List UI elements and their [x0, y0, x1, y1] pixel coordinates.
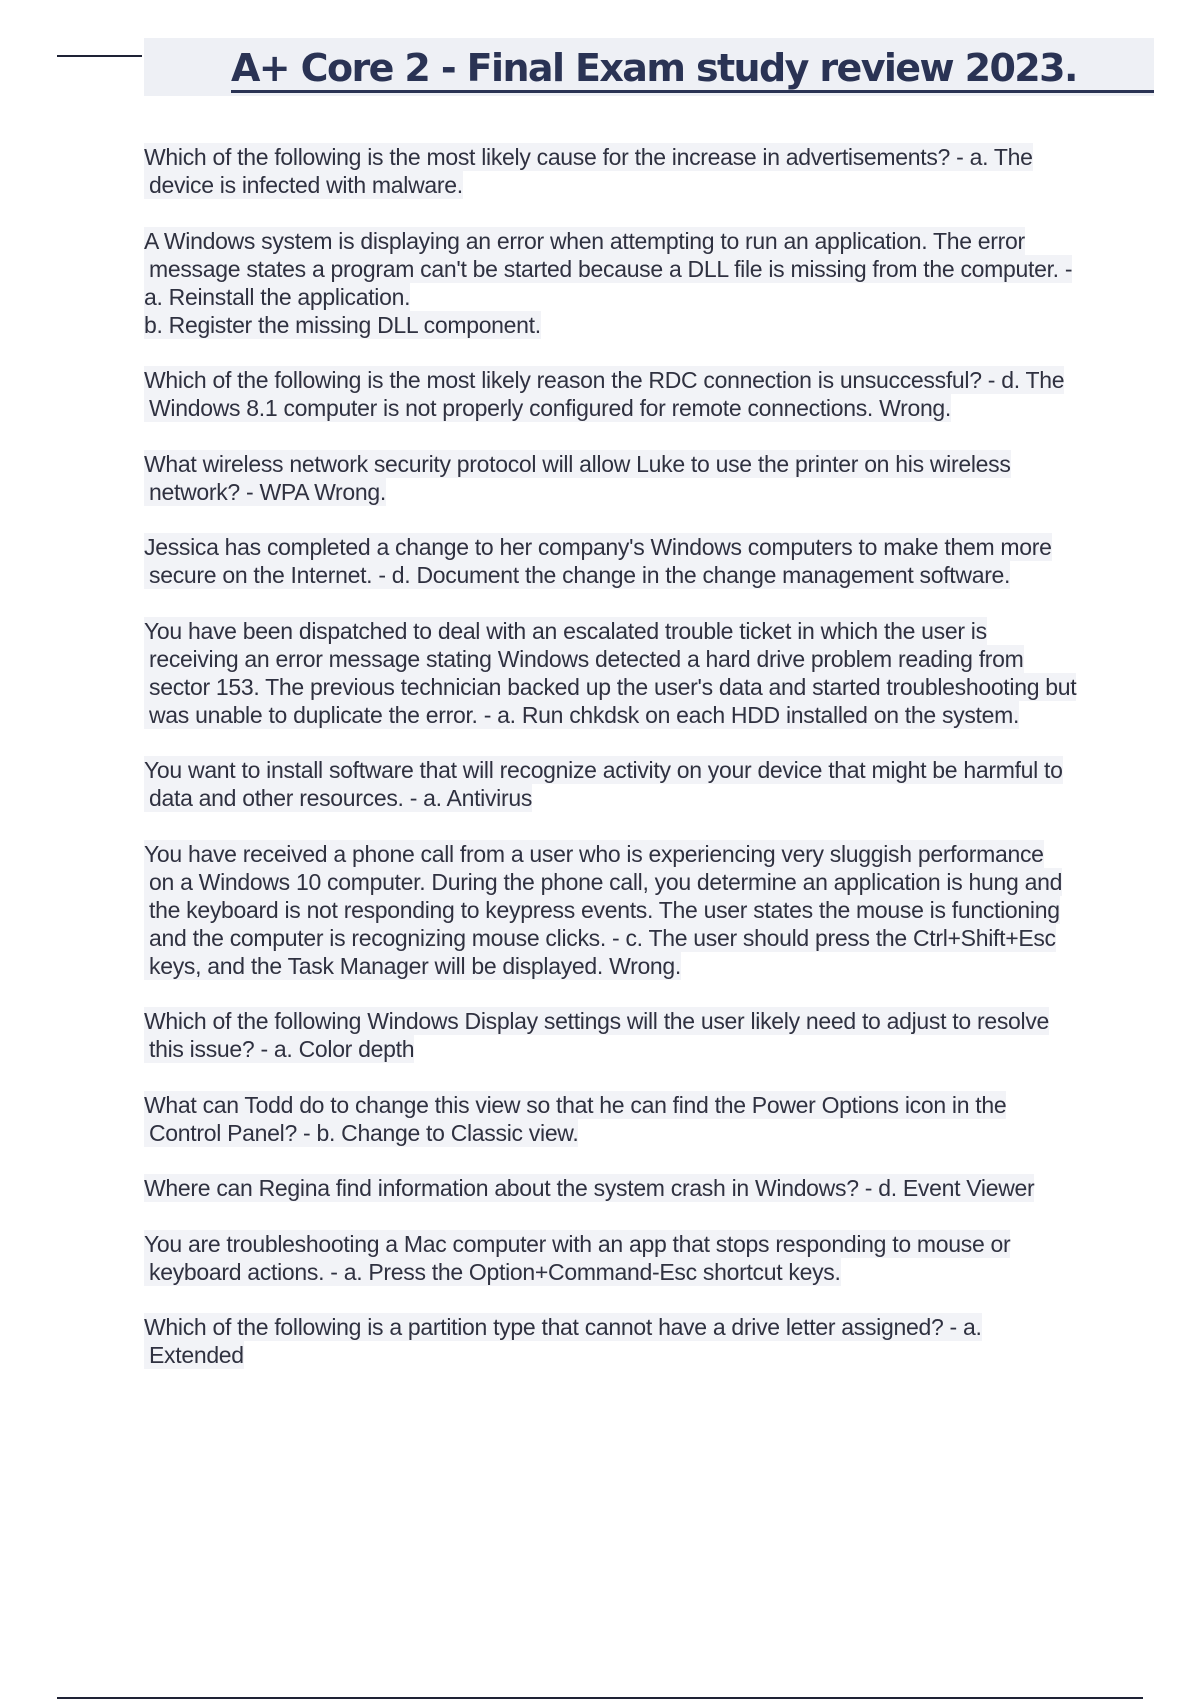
- header-rule-left: [57, 55, 142, 57]
- qa-line: a. Reinstall the application.: [144, 283, 411, 310]
- qa-item: [144, 1174, 1144, 1202]
- qa-line: You are troubleshooting a Mac computer with an app that stops responding to mouse or: [144, 1230, 1011, 1257]
- qa-line: Windows 8.1 computer is not properly configured for remote connections. Wrong.: [144, 394, 951, 422]
- qa-item: [144, 1091, 1144, 1147]
- qa-line: sector 153. The previous technician backed up the user's data and started troubleshooting but: [144, 673, 1076, 701]
- qa-line: A Windows system is displaying an error when attempting to run an application. The error: [144, 227, 1025, 254]
- qa-item: [144, 617, 1144, 729]
- qa-line: What can Todd do to change this view so that he can find the Power Options icon in the: [144, 1091, 1007, 1118]
- qa-item: [144, 227, 1144, 339]
- qa-item: [144, 1230, 1144, 1286]
- footer-rule: [57, 1697, 1143, 1699]
- qa-line: Control Panel? - b. Change to Classic view.: [144, 1119, 578, 1147]
- qa-line: keys, and the Task Manager will be displayed. Wrong.: [144, 952, 681, 980]
- qa-line: receiving an error message stating Windows detected a hard drive problem reading from: [144, 645, 1024, 673]
- qa-item: [144, 1313, 1144, 1369]
- qa-item: [144, 533, 1144, 589]
- qa-item: [144, 450, 1144, 506]
- qa-line: on a Windows 10 computer. During the phone call, you determine an application is hung and: [144, 868, 1062, 896]
- qa-line: message states a program can't be started because a DLL file is missing from the computer. -: [144, 255, 1072, 283]
- qa-item: [144, 366, 1144, 422]
- qa-line: keyboard actions. - a. Press the Option+Command-Esc shortcut keys.: [144, 1258, 841, 1286]
- qa-line: data and other resources. - a. Antivirus: [144, 784, 532, 812]
- qa-line: network? - WPA Wrong.: [144, 478, 386, 506]
- qa-item: [144, 143, 1144, 199]
- page-title: A+ Core 2 - Final Exam study review 2023.: [231, 46, 1077, 90]
- qa-line: Jessica has completed a change to her company's Windows computers to make them more: [144, 534, 1052, 560]
- qa-line: secure on the Internet. - d. Document the change in the change management software.: [144, 561, 1010, 589]
- qa-item: [144, 1007, 1144, 1063]
- title-underline: [231, 90, 1154, 93]
- qa-line: the keyboard is not responding to keypress events. The user states the mouse is functioning: [144, 896, 1060, 924]
- qa-line: was unable to duplicate the error. - a. Run chkdsk on each HDD installed on the system.: [144, 701, 1019, 729]
- qa-line: and the computer is recognizing mouse clicks. - c. The user should press the Ctrl+Shift+Esc: [144, 924, 1056, 952]
- qa-list: [144, 143, 1144, 1397]
- qa-line: You have received a phone call from a user who is experiencing very sluggish performance: [144, 840, 1044, 867]
- qa-line: Which of the following Windows Display settings will the user likely need to adjust to resolve: [144, 1008, 1050, 1034]
- qa-line: Which of the following is the most likely cause for the increase in advertisements? - a. The: [144, 144, 1033, 170]
- qa-item: [144, 840, 1144, 980]
- qa-line: What wireless network security protocol will allow Luke to use the printer on his wireless: [144, 450, 1011, 477]
- qa-line: Which of the following is a partition type that cannot have a drive letter assigned? - a.: [144, 1314, 982, 1340]
- qa-line: Which of the following is the most likely reason the RDC connection is unsuccessful? - d. The: [144, 367, 1065, 393]
- qa-line: device is infected with malware.: [144, 171, 463, 199]
- qa-line: Where can Regina find information about the system crash in Windows? - d. Event Viewer: [144, 1175, 1035, 1201]
- qa-item: [144, 756, 1144, 812]
- qa-line: b. Register the missing DLL component.: [144, 311, 541, 338]
- qa-line: this issue? - a. Color depth: [144, 1035, 414, 1063]
- qa-line: Extended: [144, 1341, 244, 1369]
- qa-line: You want to install software that will recognize activity on your device that might be harmful to: [144, 757, 1063, 783]
- qa-line: You have been dispatched to deal with an escalated trouble ticket in which the user is: [144, 617, 987, 644]
